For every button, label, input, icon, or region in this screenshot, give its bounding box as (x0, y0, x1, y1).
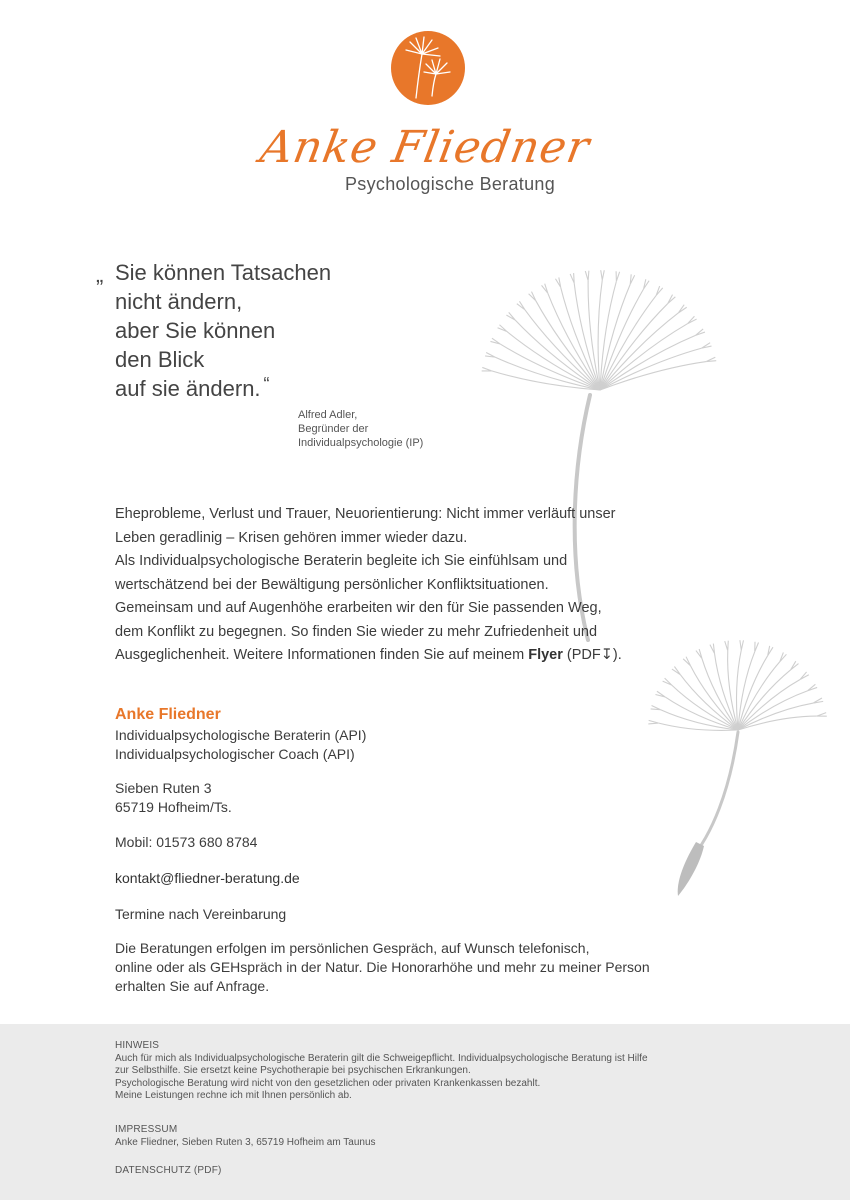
flyer-pdf-link[interactable]: (PDF↧). (562, 647, 622, 663)
quote-line: auf sie ändern. “ (115, 374, 270, 401)
hint-heading: HINWEIS (115, 1040, 160, 1051)
intro-text (115, 503, 675, 668)
address-city: 65719 Hofheim/Ts. (115, 799, 232, 815)
quote-open-mark: „ (96, 262, 104, 287)
quote-line: Sie können Tatsachen (115, 260, 332, 285)
author-line: Alfred Adler, (298, 409, 358, 421)
hint-line: Psychologische Beratung wird nicht von den gesetzlichen oder privaten Krankenkassen bezahlt. (115, 1077, 541, 1089)
contact-title: Individualpsychologischer Coach (API) (115, 746, 355, 762)
hint-line: zur Selbsthilfe. Sie ersetzt keine Psychotherapie bei psychischen Erkrankungen. (115, 1065, 471, 1076)
intro-line: Eheprobleme, Verlust und Trauer, Neuorientierung: Nicht immer verläuft unser (115, 506, 616, 522)
quote-close-mark: “ (263, 374, 270, 394)
quote-line: den Blick (115, 347, 205, 372)
author-line: Begründer der (298, 423, 369, 435)
logo-script: Anke Fliedner (256, 122, 594, 173)
intro-line: Als Individualpsychologische Beraterin begleite ich Sie einfühlsam und (115, 553, 568, 569)
quote-line: nicht ändern, (115, 289, 243, 314)
intro-line: Ausgeglichenheit. Weitere Informationen finden Sie auf meinem Flyer (PDF↧). (115, 647, 622, 663)
intro-line: dem Konflikt zu begegnen. So finden Sie wieder zu mehr Zufriedenheit und (115, 623, 598, 640)
contact-title: Individualpsychologische Beraterin (API) (115, 727, 367, 743)
quote-line: aber Sie können (115, 318, 276, 343)
hint-line: Meine Leistungen rechne ich mit Ihnen persönlich ab. (115, 1090, 352, 1101)
privacy-link[interactable]: DATENSCHUTZ (PDF) (115, 1165, 222, 1176)
quote (96, 258, 332, 405)
logo (0, 22, 850, 202)
quote-author (298, 408, 423, 450)
intro-line: wertschätzend bei der Bewältigung persönlicher Konfliktsituationen. (115, 576, 549, 593)
footer (0, 1024, 850, 1200)
intro-line: Leben geradlinig – Krisen gehören immer wieder dazu. (115, 529, 468, 546)
notes-line: Die Beratungen erfolgen im persönlichen Gespräch, auf Wunsch telefonisch, (115, 940, 590, 956)
contact-name: Anke Fliedner (115, 706, 221, 723)
flyer-link[interactable]: Flyer (528, 647, 563, 663)
imprint-heading[interactable]: IMPRESSUM (115, 1124, 178, 1135)
email-link[interactable]: kontakt@fliedner-beratung.de (115, 870, 300, 886)
address-street: Sieben Ruten 3 (115, 780, 212, 796)
author-line: Individualpsychologie (IP) (298, 437, 424, 449)
appointments-text: Termine nach Vereinbarung (115, 906, 287, 922)
dandelion-icon (388, 28, 468, 108)
hint-section (115, 1040, 648, 1103)
logo-subtitle: Psychologische Beratung (345, 174, 556, 194)
privacy-section (115, 1165, 222, 1178)
notes-line: online oder als GEHspräch in der Natur. Die Honorarhöhe und mehr zu meiner Person (115, 959, 650, 975)
imprint-line: Anke Fliedner, Sieben Ruten 3, 65719 Hofheim am Taunus (115, 1136, 376, 1148)
mobile-number[interactable]: Mobil: 01573 680 8784 (115, 834, 258, 850)
imprint-section (115, 1124, 376, 1149)
intro-line: Gemeinsam und auf Augenhöhe erarbeiten wir den für Sie passenden Weg, (115, 600, 602, 616)
notes-line: erhalten Sie auf Anfrage. (115, 978, 270, 994)
hint-line: Auch für mich als Individualpsychologische Beraterin gilt die Schweigepflicht. Individualpsychologische Beratung ist Hilfe (115, 1052, 648, 1064)
